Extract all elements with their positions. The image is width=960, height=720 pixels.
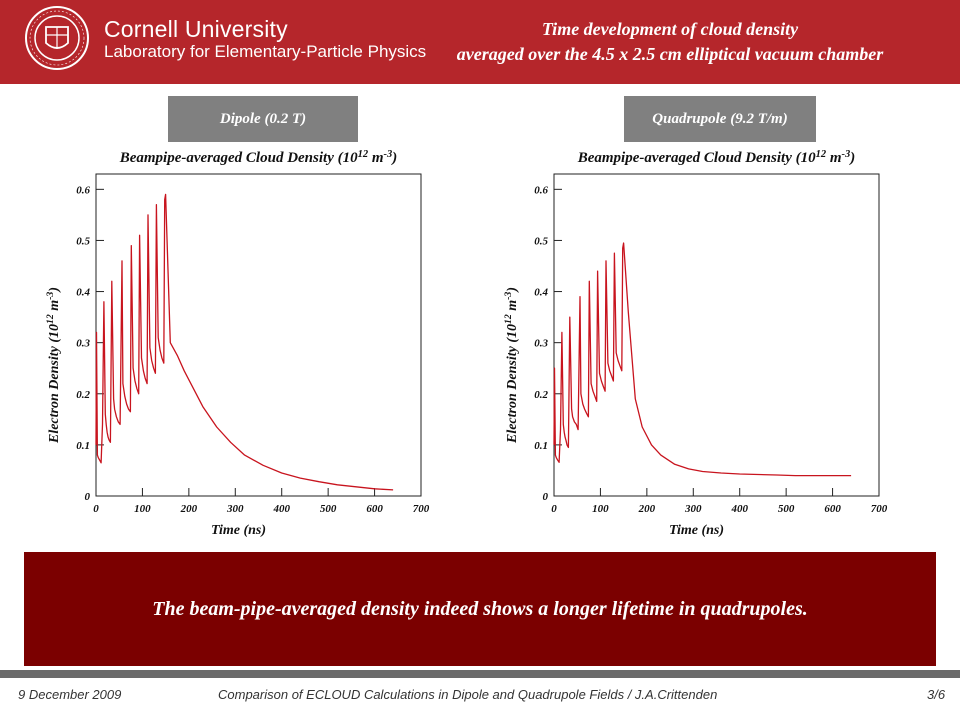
conclusion-text: The beam-pipe-averaged density indeed shows a longer lifetime in quadrupoles. [152,597,808,620]
y-tick-label: 0.4 [534,286,548,299]
y-tick-label: 0.1 [534,439,548,452]
slide-title [380,17,960,67]
y-tick-label: 0.3 [534,337,548,350]
x-axis-label: Time (ns) [668,523,725,538]
y-tick-label: 0 [84,491,90,503]
x-tick-label: 200 [638,503,656,515]
chart-title: Beampipe-averaged Cloud Density ($10^{12}$ $m^{-3}$) [119,148,398,166]
series-line [96,194,393,490]
x-tick-label: 500 [777,503,795,515]
y-tick-label: 0.4 [76,286,90,299]
org-name: Cornell University [104,16,288,42]
x-tick-label: 700 [870,503,888,515]
header-bar [0,0,960,84]
x-tick-label: 600 [366,503,383,515]
dipole-label: Dipole (0.2 T) [168,96,358,142]
x-axis-label: Time (ns) [210,523,267,538]
x-tick-label: 400 [731,503,748,515]
footer-page-number: 3/6 [927,687,946,702]
y-tick-label: 0.2 [534,388,548,401]
series-line [554,243,851,476]
org-lab: Laboratory for Elementary-Particle Physics [104,42,427,61]
footer-date: 9 December 2009 [18,687,122,702]
x-tick-label: 100 [134,503,151,515]
x-tick-label: 0 [551,503,557,515]
y-tick-label: 0.5 [76,235,90,248]
y-tick-label: 0.2 [76,388,90,401]
x-tick-label: 200 [180,503,198,515]
x-tick-label: 600 [824,503,841,515]
dipole-chart [32,140,492,550]
x-tick-label: 500 [319,503,337,515]
y-tick-label: 0 [542,491,548,503]
y-axis-label: Electron Density ($10^{12}$ $m^{-3}$) [502,286,520,444]
conclusion-banner [24,552,936,666]
y-tick-label: 0.5 [534,235,548,248]
x-tick-label: 0 [93,503,99,515]
cornell-seal-logo [24,5,90,71]
plot-frame [554,174,879,496]
y-axis-label: Electron Density ($10^{12}$ $m^{-3}$) [44,286,62,444]
chart-title: Beampipe-averaged Cloud Density ($10^{12}$ $m^{-3}$) [577,148,856,166]
quadrupole-chart [490,140,950,550]
plot-frame [96,174,421,496]
y-tick-label: 0.6 [534,184,548,197]
footer-divider [0,670,960,678]
x-tick-label: 400 [273,503,290,515]
x-tick-label: 100 [592,503,609,515]
x-tick-label: 300 [685,503,702,515]
quadrupole-label: Quadrupole (9.2 T/m) [624,96,816,142]
x-tick-label: 700 [412,503,430,515]
slide-title-line-2: averaged over the 4.5 x 2.5 cm elliptical vacuum chamber [456,44,884,64]
y-tick-label: 0.3 [76,337,90,350]
footer-title: Comparison of ECLOUD Calculations in Dipole and Quadrupole Fields / J.A.Crittenden [218,687,718,702]
y-tick-label: 0.1 [76,439,90,452]
x-tick-label: 300 [227,503,244,515]
slide-title-line-1: Time development of cloud density [541,19,799,39]
y-tick-label: 0.6 [76,184,90,197]
